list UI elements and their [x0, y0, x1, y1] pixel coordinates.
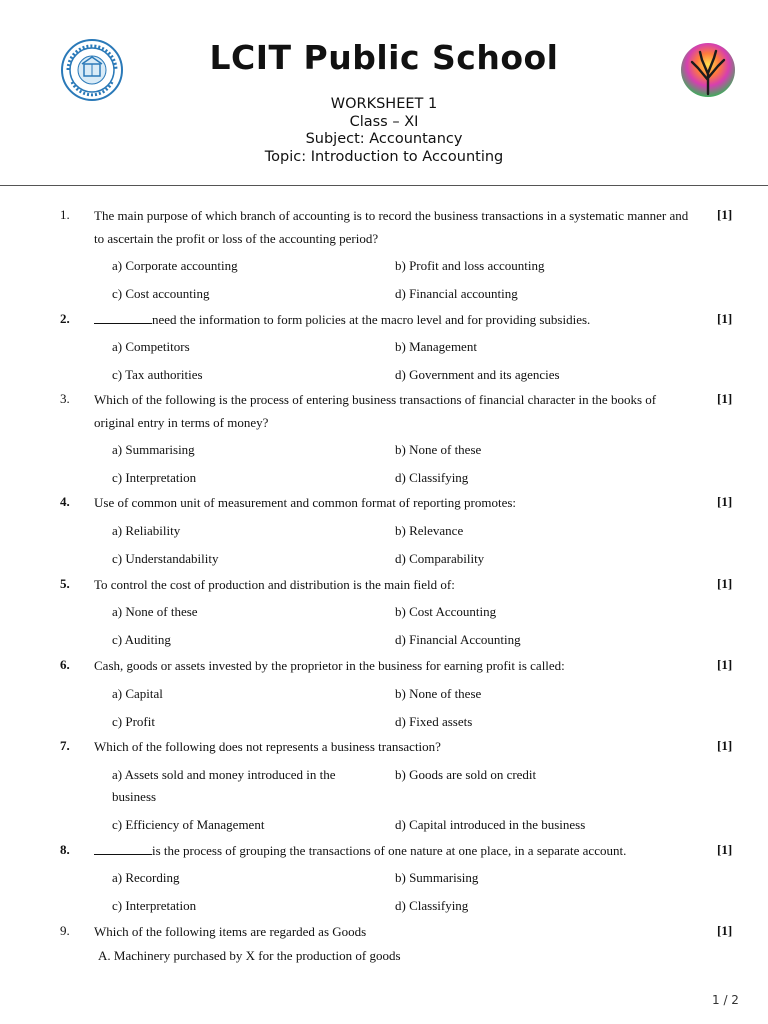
question-number: 8. [60, 842, 70, 857]
option-d: d) Financial Accounting [395, 632, 521, 647]
worksheet-title: WORKSHEET 1 [330, 96, 438, 112]
option-d: d) Classifying [395, 470, 469, 485]
option-a: a) Recording [112, 870, 180, 885]
option-c: c) Profit [112, 714, 155, 729]
option-a [112, 764, 357, 808]
worksheet-meta [0, 96, 768, 166]
page-number: 1 / 2 [712, 993, 739, 1007]
question-marks: [1] [717, 207, 733, 222]
question-text: Which of the following is the process of entering business transactions of financial character in the books of original entry in terms of money? [94, 392, 657, 430]
question-number: 6. [60, 657, 70, 672]
question-marks: [1] [717, 391, 733, 406]
question-marks: [1] [717, 657, 733, 672]
question-marks: [1] [717, 494, 733, 509]
question-number: 7. [60, 738, 70, 753]
class-label: Class – XI [349, 113, 419, 130]
answer-blank [94, 842, 152, 855]
option-a: a) Reliability [112, 523, 181, 538]
question-sub-item: A. Machinery purchased by X for the production of goods [98, 948, 401, 963]
question-marks: [1] [717, 842, 733, 857]
question-text: is the process of grouping the transactions of one nature at one place, in a separate account. [152, 843, 627, 858]
question-text: Use of common unit of measurement and common format of reporting promotes: [94, 495, 517, 510]
question-number: 3. [60, 391, 70, 406]
subject-label: Subject: Accountancy [305, 131, 463, 147]
option-c: c) Interpretation [112, 470, 197, 485]
question-text: Which of the following items are regarded as Goods [94, 924, 367, 939]
option-a-text: a) Assets sold and money introduced in the business [112, 767, 336, 804]
option-b: b) None of these [395, 686, 482, 701]
option-a: a) Capital [112, 686, 163, 701]
option-c: c) Efficiency of Management [112, 817, 265, 832]
option-c: c) Understandability [112, 551, 219, 566]
option-c: c) Cost accounting [112, 286, 210, 301]
question-marks: [1] [717, 311, 733, 326]
document-header [0, 0, 768, 186]
option-b: b) Summarising [395, 870, 479, 885]
option-a: a) Summarising [112, 442, 195, 457]
question-number: 5. [60, 576, 70, 591]
option-d: d) Government and its agencies [395, 367, 560, 382]
option-d: d) Financial accounting [395, 286, 518, 301]
question-text: The main purpose of which branch of accounting is to record the business transactions in a systematic manner and to ascertain the profit or loss of the accounting period? [94, 208, 689, 246]
question-number: 1. [60, 207, 70, 222]
question-number: 4. [60, 494, 70, 509]
question-text-wrapper [94, 839, 694, 862]
option-c: c) Tax authorities [112, 367, 203, 382]
option-c: c) Auditing [112, 632, 171, 647]
option-b: b) None of these [395, 442, 482, 457]
question-marks: [1] [717, 738, 733, 753]
option-a: a) Corporate accounting [112, 258, 238, 273]
question-text: To control the cost of production and distribution is the main field of: [94, 577, 455, 592]
question-text: Which of the following does not represents a business transaction? [94, 739, 441, 754]
question-text: Cash, goods or assets invested by the proprietor in the business for earning profit is called: [94, 658, 565, 673]
option-d: d) Classifying [395, 898, 469, 913]
tree-logo-icon [680, 42, 736, 98]
option-b: b) Relevance [395, 523, 464, 538]
question-marks: [1] [717, 576, 733, 591]
option-b: b) Goods are sold on credit [395, 767, 537, 782]
option-d: d) Capital introduced in the business [395, 817, 586, 832]
option-c: c) Interpretation [112, 898, 197, 913]
school-name: LCIT Public School [209, 38, 559, 77]
question-number: 9. [60, 923, 70, 938]
question-text-wrapper [94, 308, 694, 331]
option-d: d) Fixed assets [395, 714, 473, 729]
header-divider [0, 185, 768, 186]
answer-blank [94, 311, 152, 324]
option-d: d) Comparability [395, 551, 485, 566]
topic-label: Topic: Introduction to Accounting [264, 148, 504, 165]
option-a: a) Competitors [112, 339, 190, 354]
option-b: b) Cost Accounting [395, 604, 497, 619]
option-a: a) None of these [112, 604, 198, 619]
question-number: 2. [60, 311, 70, 326]
question-text: need the information to form policies at the macro level and for providing subsidies. [152, 312, 591, 327]
question-marks: [1] [717, 923, 733, 938]
option-b: b) Profit and loss accounting [395, 258, 545, 273]
option-b: b) Management [395, 339, 477, 354]
